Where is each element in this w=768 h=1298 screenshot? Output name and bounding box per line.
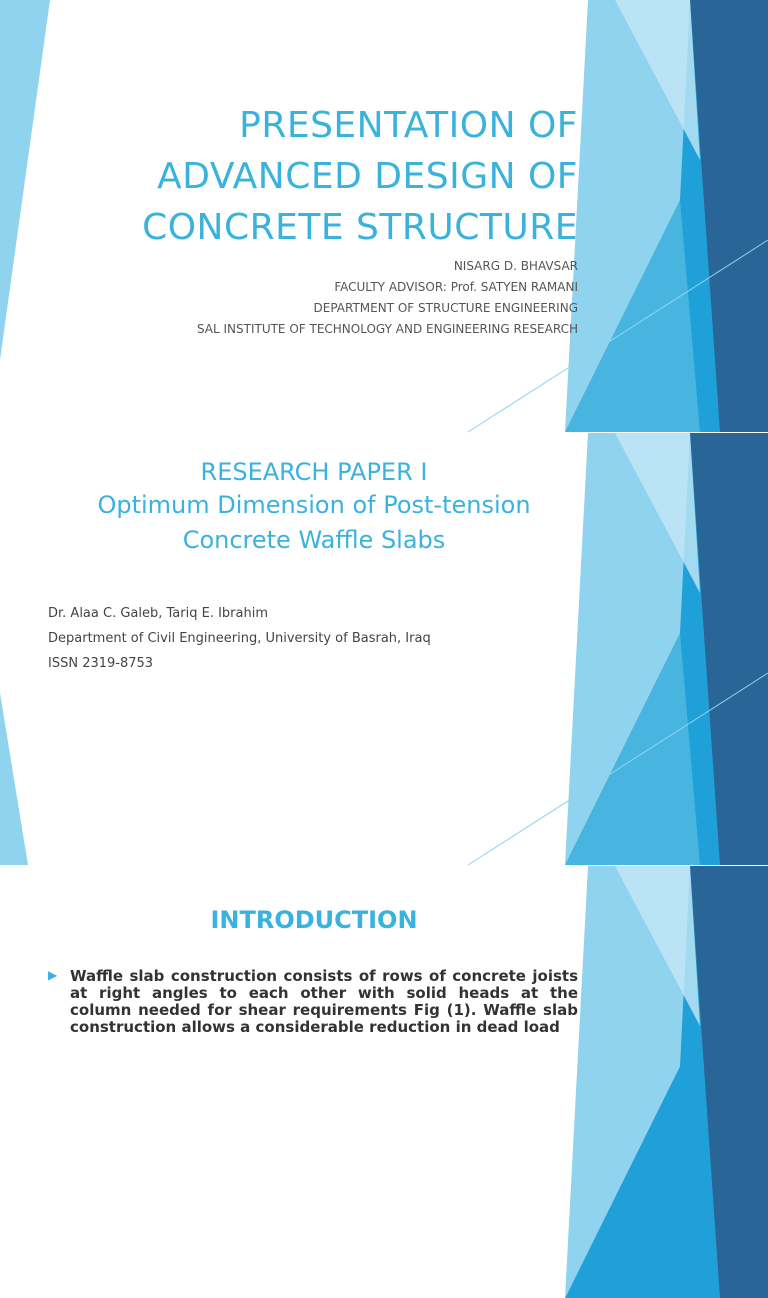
presenter-info xyxy=(58,256,578,340)
paper-title xyxy=(0,488,628,558)
institute: SAL INSTITUTE OF TECHNOLOGY AND ENGINEERING RESEARCH xyxy=(196,322,578,336)
title-line: CONCRETE STRUCTURE xyxy=(142,207,578,248)
list-item xyxy=(48,968,578,1036)
author-name: NISARG D. BHAVSAR xyxy=(453,259,578,273)
introduction-slide xyxy=(0,866,768,1036)
research-paper-heading: RESEARCH PAPER I xyxy=(200,458,428,486)
bullet-text: Waffle slab construction consists of rows of concrete joists at right angles to each other with solid heads at the column needed for shear requirements Fig (1). Waffle slab construction allows a considerable reduction in dead load xyxy=(70,967,578,1036)
paper-issn: ISSN 2319-8753 xyxy=(48,656,154,671)
triangle-bullet-icon: ▶ xyxy=(48,968,58,982)
presentation-title xyxy=(58,100,578,253)
paper-affiliation: Department of Civil Engineering, University of Basrah, Iraq xyxy=(48,631,431,646)
faculty-advisor: FACULTY ADVISOR: Prof. SATYEN RAMANI xyxy=(334,280,578,294)
title-line: ADVANCED DESIGN OF xyxy=(157,156,578,197)
research-paper-slide xyxy=(0,433,768,865)
introduction-heading: INTRODUCTION xyxy=(210,906,418,934)
paper-details xyxy=(48,601,568,676)
title-line: PRESENTATION OF xyxy=(239,105,578,146)
department: DEPARTMENT OF STRUCTURE ENGINEERING xyxy=(313,301,578,315)
paper-title-line: Concrete Waffle Slabs xyxy=(182,526,446,554)
title-slide xyxy=(0,0,768,432)
paper-title-line: Optimum Dimension of Post-tension xyxy=(97,491,531,519)
paper-authors: Dr. Alaa C. Galeb, Tariq E. Ibrahim xyxy=(48,606,268,621)
